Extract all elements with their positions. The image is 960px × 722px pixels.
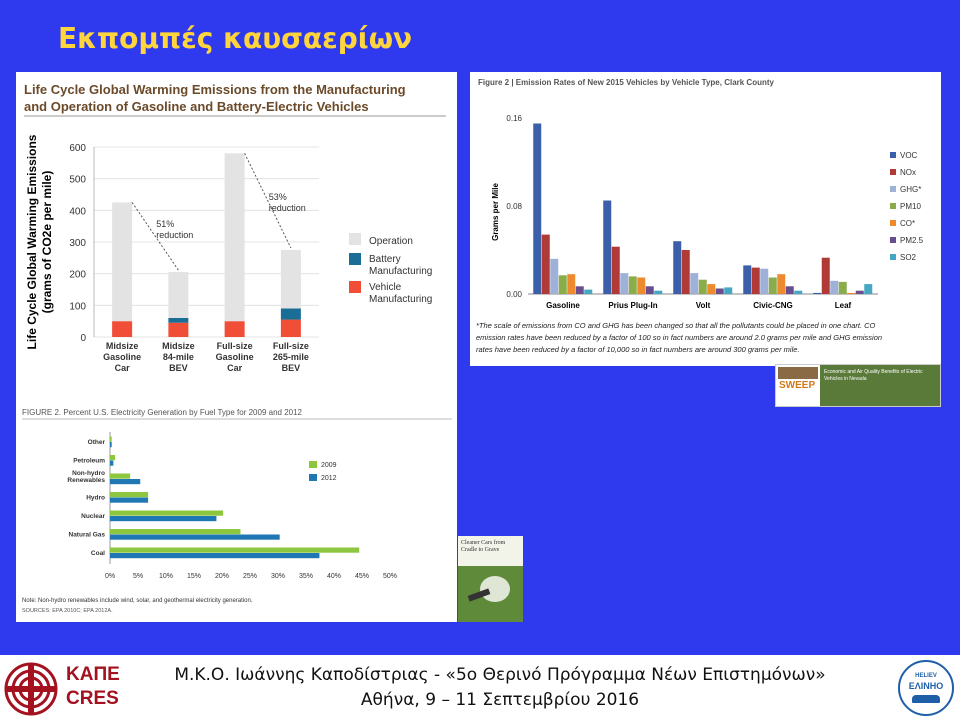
- legend-label: 2012: [321, 475, 337, 482]
- x-tick-label: 50%: [382, 573, 398, 580]
- chart-title: Life Cycle Global Warming Emissions from the Manufacturing: [24, 82, 406, 97]
- x-tick-label: Midsize: [105, 341, 139, 351]
- bar-segment: [168, 323, 188, 337]
- y-axis-label: Life Cycle Global Warming Emissions: [25, 134, 39, 350]
- legend-label: GHG*: [900, 185, 922, 194]
- legend-swatch: [309, 474, 317, 481]
- x-tick-label: 40%: [326, 573, 342, 580]
- bar: [777, 274, 785, 294]
- x-tick-label: Midsize: [162, 341, 195, 351]
- bar: [110, 535, 280, 540]
- bar: [110, 511, 223, 516]
- emission-rates-chart: [470, 72, 941, 366]
- x-tick-label: 84-mile: [162, 352, 194, 362]
- bar: [646, 286, 654, 294]
- bar: [673, 241, 681, 294]
- bar: [752, 268, 760, 294]
- x-tick-label: 0%: [104, 573, 116, 580]
- chart-title: FIGURE 2. Percent U.S. Electricity Generation by Fuel Type for 2009 and 2012: [22, 408, 302, 417]
- sweep-logo-text: SWEEP: [779, 380, 816, 391]
- bar: [110, 498, 148, 503]
- y-tick-label: Renewables: [67, 477, 105, 484]
- bar-segment: [225, 153, 245, 321]
- chart-footnote: rates have been reduced by a factor of 10,000 so in fact numbers are around 300 grams per mile.: [476, 345, 800, 354]
- bar: [830, 281, 838, 294]
- emission-rates-panel: [470, 72, 941, 366]
- bar-segment: [168, 272, 188, 318]
- x-tick-label: Full-size: [272, 341, 309, 351]
- x-tick-label: BEV: [169, 363, 188, 373]
- reduction-annotation: reduction: [156, 230, 194, 240]
- reduction-annotation: 51%: [156, 219, 175, 229]
- bar: [603, 201, 611, 295]
- bar: [637, 278, 645, 295]
- book-photo: [458, 566, 523, 622]
- y-tick-label: Hydro: [86, 494, 105, 502]
- legend-label: VOC: [900, 151, 918, 160]
- bar-segment: [225, 321, 245, 337]
- x-tick-label: Car: [227, 363, 243, 373]
- y-tick-label: 0.16: [506, 114, 522, 123]
- bar: [110, 516, 216, 521]
- x-tick-label: 25%: [242, 573, 258, 580]
- y-axis-label-unit: (grams of CO2e per mile): [40, 170, 54, 314]
- bar-segment: [112, 321, 132, 337]
- lifecycle-emissions-panel: [16, 72, 457, 402]
- y-tick-label: Petroleum: [73, 457, 105, 465]
- x-tick-label: Volt: [695, 301, 711, 310]
- bar-segment: [112, 202, 132, 321]
- chart-note: Note: Non-hydro renewables include wind, solar, and geothermal electricity generation.: [22, 598, 253, 604]
- x-tick-label: Prius Plug-In: [608, 301, 658, 310]
- bar: [813, 293, 821, 294]
- y-axis-label: Grams per Mile: [491, 183, 500, 241]
- y-tick-label: 0: [80, 333, 86, 344]
- bar-segment: [281, 250, 301, 309]
- y-tick-label: 200: [69, 269, 86, 281]
- legend-swatch: [890, 254, 896, 260]
- bar: [559, 275, 567, 294]
- bar: [110, 437, 112, 442]
- x-tick-label: 5%: [132, 573, 144, 580]
- legend-swatch: [890, 203, 896, 209]
- x-tick-label: Gasoline: [546, 301, 580, 310]
- legend-label: PM10: [900, 202, 921, 211]
- y-tick-label: 0.08: [506, 202, 522, 211]
- sweep-logo: [776, 365, 820, 406]
- heliev-logo-latin: HELIEV: [915, 673, 937, 679]
- legend-swatch: [890, 152, 896, 158]
- x-tick-label: Civic-CNG: [753, 301, 793, 310]
- legend-label: Operation: [369, 236, 413, 247]
- y-tick-label: 600: [69, 143, 86, 154]
- x-tick-label: 30%: [270, 573, 286, 580]
- y-tick-label: Coal: [90, 550, 105, 557]
- legend-swatch: [309, 461, 317, 468]
- y-tick-label: 400: [69, 206, 86, 218]
- bar: [864, 284, 872, 294]
- bar: [612, 247, 620, 294]
- legend-label: NOx: [900, 168, 916, 177]
- legend-label: Vehicle: [369, 282, 402, 293]
- bar: [542, 235, 550, 294]
- bar: [847, 293, 855, 294]
- y-tick-label: 0.00: [506, 290, 522, 299]
- legend-label: SO2: [900, 253, 917, 262]
- legend-swatch: [349, 233, 361, 245]
- x-tick-label: 35%: [298, 573, 314, 580]
- chart-title: Figure 2 | Emission Rates of New 2015 Vehicles by Vehicle Type, Clark County: [478, 78, 774, 87]
- bar: [822, 258, 830, 294]
- legend-swatch: [890, 220, 896, 226]
- bar-segment: [281, 320, 301, 337]
- bar: [110, 553, 319, 558]
- legend-label: PM2.5: [900, 236, 924, 245]
- cres-logo-latin: CRES: [66, 688, 119, 709]
- x-tick-label: Full-size: [216, 341, 253, 351]
- bar: [839, 282, 847, 294]
- x-tick-label: Leaf: [834, 301, 852, 310]
- bar: [110, 442, 112, 447]
- legend-swatch: [349, 281, 361, 293]
- bar: [682, 250, 690, 294]
- bar: [533, 124, 541, 295]
- bar: [110, 492, 148, 497]
- reduction-annotation: reduction: [268, 203, 306, 213]
- bar: [620, 273, 628, 294]
- slide-title: Εκπομπές καυσαερίων: [58, 22, 413, 55]
- bar: [550, 259, 558, 294]
- bar: [110, 474, 130, 479]
- chart-sources: SOURCES: EPA 2010C; EPA 2012A.: [22, 608, 113, 614]
- bar-segment: [281, 309, 301, 320]
- bar-segment: [168, 318, 188, 323]
- sweep-report-title: Economic and Air Quality Benefits of Electric Vehicles in Nevada: [824, 369, 923, 382]
- legend-swatch: [890, 169, 896, 175]
- cres-logo-icon: [2, 661, 60, 717]
- legend-swatch: [349, 253, 361, 265]
- reduction-annotation: 53%: [268, 192, 287, 202]
- bar: [786, 286, 794, 294]
- sweep-cover-band: [820, 365, 940, 406]
- bar: [110, 455, 115, 460]
- x-tick-label: 15%: [186, 573, 202, 580]
- book-cover: [458, 536, 523, 622]
- book-title: Cleaner Cars from Cradle to Grave: [461, 540, 506, 553]
- footer-organizer: Μ.Κ.Ο. Ιωάννης Καποδίστριας - «5ο Θερινό Πρόγραμμα Νέων Επιστημόνων»: [174, 665, 826, 685]
- bar: [760, 269, 768, 294]
- bar: [724, 287, 732, 294]
- bar: [716, 289, 724, 295]
- y-tick-label: 500: [69, 174, 86, 186]
- bar: [794, 291, 802, 294]
- x-tick-label: Car: [114, 363, 130, 373]
- sweep-report-cover: [775, 364, 941, 407]
- heliev-logo-greek: ΕΛΙΝΗΟ: [908, 681, 944, 691]
- bar: [707, 284, 715, 294]
- y-tick-label: 100: [69, 301, 86, 313]
- bar: [110, 548, 359, 553]
- bar: [110, 479, 140, 484]
- bar: [690, 273, 698, 294]
- legend-label: 2009: [321, 462, 337, 469]
- bar: [856, 291, 864, 294]
- footer: [0, 655, 960, 720]
- chart-footnote: emission rates have been reduced by a factor of 100 so in fact numbers are around 2.0 grams per mile and GHG emission: [476, 333, 883, 342]
- y-tick-label: Nuclear: [81, 513, 105, 520]
- x-tick-label: 20%: [214, 573, 230, 580]
- legend-swatch: [890, 186, 896, 192]
- x-tick-label: BEV: [281, 363, 301, 373]
- y-tick-label: Other: [87, 439, 105, 446]
- x-tick-label: 45%: [354, 573, 370, 580]
- heliev-logo: [898, 660, 954, 716]
- car-icon: [912, 695, 940, 703]
- legend-label: Battery: [369, 254, 401, 265]
- footer-date: Αθήνα, 9 – 11 Σεπτεμβρίου 2016: [360, 690, 640, 710]
- bar: [769, 278, 777, 295]
- x-tick-label: 265-mile: [272, 352, 309, 362]
- legend-swatch: [890, 237, 896, 243]
- bar: [584, 290, 592, 294]
- bar: [654, 291, 662, 294]
- chart-footnote: *The scale of emissions from CO and GHG has been changed so that all the pollutants could be placed in one chart. CO: [476, 321, 876, 330]
- legend-label: CO*: [900, 219, 916, 228]
- x-tick-label: 10%: [158, 573, 174, 580]
- legend-label: Manufacturing: [369, 294, 433, 305]
- legend-label: Manufacturing: [369, 266, 433, 277]
- bar: [629, 276, 637, 294]
- chart-title: and Operation of Gasoline and Battery-Electric Vehicles: [24, 99, 369, 114]
- lifecycle-emissions-chart: [16, 72, 457, 402]
- bar: [699, 280, 707, 294]
- x-tick-label: Gasoline: [103, 352, 142, 362]
- bar: [743, 265, 751, 294]
- bar: [567, 274, 575, 294]
- y-tick-label: 300: [69, 238, 86, 249]
- y-tick-label: Non-hydro: [72, 470, 105, 477]
- cres-logo-greek: ΚΑΠΕ: [66, 664, 120, 685]
- x-tick-label: Gasoline: [215, 352, 254, 362]
- bar: [576, 286, 584, 294]
- electricity-generation-chart: [16, 402, 457, 622]
- y-tick-label: Natural Gas: [68, 531, 105, 539]
- bar: [110, 529, 240, 534]
- bar: [110, 461, 113, 466]
- electricity-generation-panel: [16, 402, 457, 622]
